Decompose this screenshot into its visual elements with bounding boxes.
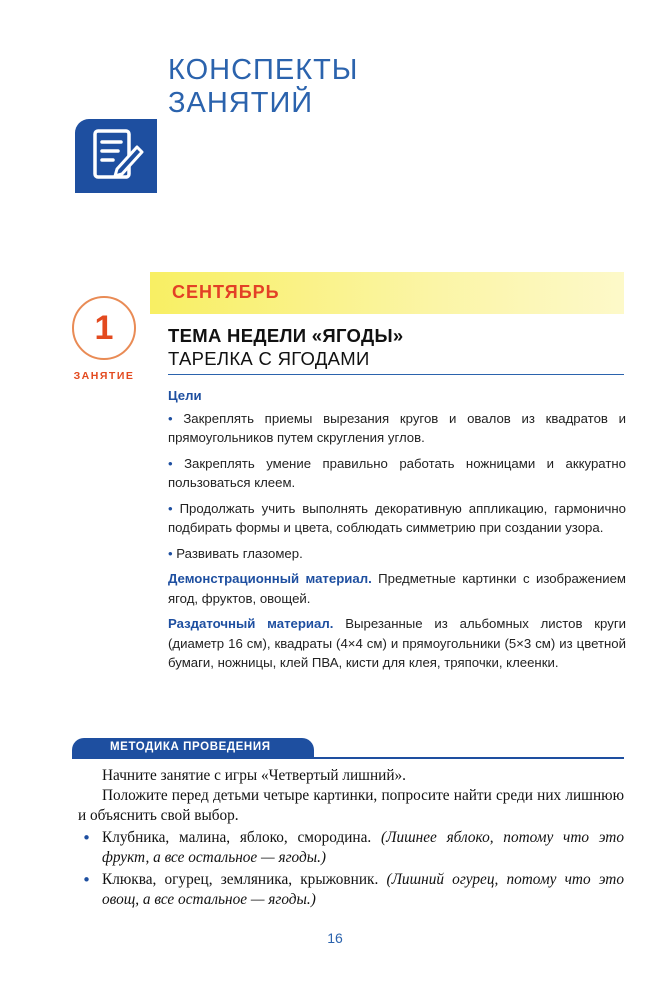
- method-banner: [72, 738, 314, 758]
- goal-item: • Продолжать учить выполнять декоративную аппликацию, гармонично подбирать формы и цвета, соблюдать симметрию при создании узора.: [168, 499, 626, 538]
- lesson-label: ЗАНЯТИЕ: [73, 370, 135, 382]
- theme-title: ТЕМА НЕДЕЛИ «ЯГОДЫ»: [168, 325, 404, 346]
- goal-item: • Развивать глазомер.: [168, 544, 626, 564]
- divider: [168, 374, 624, 375]
- handout-material-text: Вырезанные из альбомных листов круги (диаметр 16 см), квадраты (4×4 см) и прямоугольники (5×3 см) из цветной бумаги, ножницы, клей ПВА, кисти для клея, тряпочки, клеенки.: [168, 616, 626, 670]
- handout-material-label: Раздаточный материал.: [168, 616, 334, 631]
- list-item: [78, 828, 624, 868]
- method-divider: [72, 757, 624, 759]
- document-pen-icon: [75, 119, 157, 193]
- method-paragraph: Начните занятие с игры «Четвертый лишний».: [102, 767, 406, 784]
- method-body: [78, 766, 624, 910]
- lesson-content: [168, 386, 626, 679]
- list-item-note: (Лишний огурец, потому что это овощ, а все остальное — ягоды.): [102, 871, 625, 908]
- handout-material: [168, 614, 626, 673]
- demo-material-label: Демонстрационный материал.: [168, 571, 372, 586]
- page-number: 16: [327, 930, 343, 946]
- lesson-number: 1: [72, 296, 136, 360]
- demo-material-text: Предметные картинки с изображением ягод, фруктов, овощей.: [168, 571, 626, 606]
- list-item-note: (Лишнее яблоко, потому что это фрукт, а все остальное — ягоды.): [102, 829, 625, 866]
- goal-item: • Закреплять приемы вырезания кругов и овалов из квадратов и прямоугольников путем скругления углов.: [168, 409, 626, 448]
- list-item: [78, 870, 624, 910]
- demo-material: [168, 569, 626, 608]
- list-item-text: Клюква, огурец, земляника, крыжовник.: [102, 871, 387, 888]
- month-label: СЕНТЯБРЬ: [172, 282, 280, 302]
- method-paragraph: Положите перед детьми четыре картинки, попросите найти среди них лишнюю и объяснить свой выбор.: [78, 787, 624, 824]
- section-title: КОНСПЕКТЫ ЗАНЯТИЙ: [168, 54, 359, 119]
- list-item-text: Клубника, малина, яблоко, смородина.: [102, 829, 381, 846]
- method-heading: МЕТОДИКА ПРОВЕДЕНИЯ: [110, 741, 271, 753]
- theme-subtitle: ТАРЕЛКА С ЯГОДАМИ: [168, 348, 370, 369]
- goals-heading: Цели: [168, 388, 202, 403]
- goal-item: • Закреплять умение правильно работать ножницами и аккуратно пользоваться клеем.: [168, 454, 626, 493]
- month-banner: [150, 272, 624, 314]
